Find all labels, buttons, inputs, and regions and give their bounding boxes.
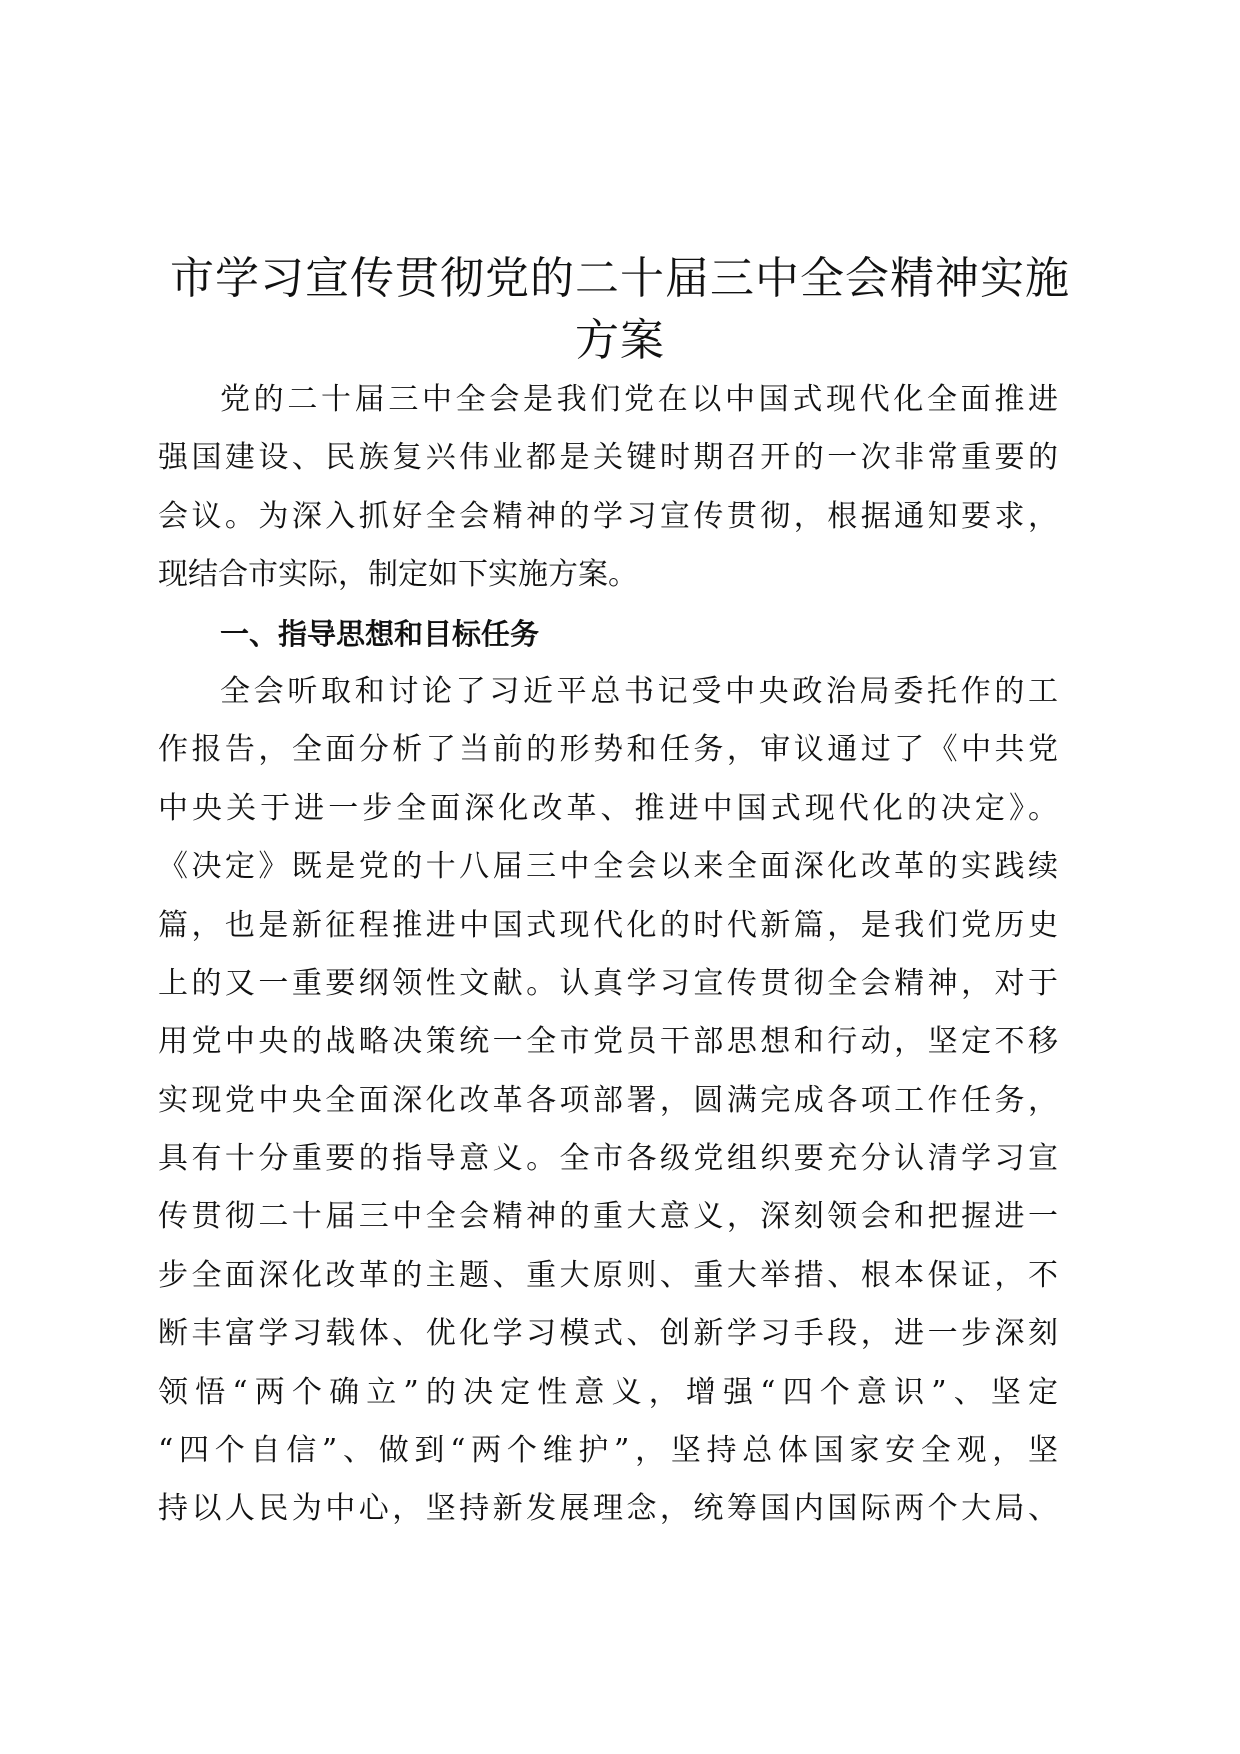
section1-line-9: 具有十分重要的指导意义。全市各级党组织要充分认清学习宣 <box>158 1141 1058 1177</box>
intro-line-2: 强国建设、民族复兴伟业都是关键时期召开的一次非常重要的 <box>158 440 1058 476</box>
section1-line-1: 全会听取和讨论了习近平总书记受中央政治局委托作的工 <box>220 673 1058 709</box>
section1-line-15: 持以人民为中心，坚持新发展理念，统筹国内国际两个大局、 <box>158 1491 1058 1527</box>
intro-paragraph <box>158 371 1058 605</box>
title-line-1: 市学习宣传贯彻党的二十届三中全会精神实施 <box>170 253 1070 304</box>
section-heading-guiding-ideology: 一、指导思想和目标任务 <box>220 616 540 651</box>
section1-line-2: 作报告，全面分析了当前的形势和任务，审议通过了《中共党 <box>158 732 1058 768</box>
intro-line-4: 现结合市实际，制定如下实施方案。 <box>158 557 638 593</box>
section1-line-11: 步全面深化改革的主题、重大原则、重大举措、根本保证，不 <box>158 1257 1058 1293</box>
section1-paragraph <box>158 663 1058 1539</box>
section1-line-4: 《决定》既是党的十八届三中全会以来全面深化改革的实践续 <box>158 849 1058 885</box>
section1-line-6: 上的又一重要纲领性文献。认真学习宣传贯彻全会精神，对于 <box>158 965 1058 1001</box>
section1-line-7: 用党中央的战略决策统一全市党员干部思想和行动，坚定不移 <box>158 1024 1058 1060</box>
section1-line-5: 篇，也是新征程推进中国式现代化的时代新篇，是我们党历史 <box>158 907 1058 943</box>
intro-line-3: 会议。为深入抓好全会精神的学习宣传贯彻，根据通知要求， <box>158 498 1058 534</box>
section1-line-14: “四个自信”、做到“两个维护”，坚持总体国家安全观，坚 <box>158 1433 1058 1469</box>
section1-line-8: 实现党中央全面深化改革各项部署，圆满完成各项工作任务， <box>158 1082 1058 1118</box>
document-body <box>158 371 1058 1539</box>
document-title <box>140 248 1100 372</box>
section1-line-13: 领悟“两个确立”的决定性意义，增强“四个意识”、坚定 <box>158 1374 1058 1410</box>
title-line-2: 方案 <box>575 315 665 366</box>
section1-line-3: 中央关于进一步全面深化改革、推进中国式现代化的决定》。 <box>158 790 1058 826</box>
intro-line-1: 党的二十届三中全会是我们党在以中国式现代化全面推进 <box>220 382 1058 417</box>
section1-line-12: 断丰富学习载体、优化学习模式、创新学习手段，进一步深刻 <box>158 1316 1058 1352</box>
section1-line-10: 传贯彻二十届三中全会精神的重大意义，深刻领会和把握进一 <box>158 1199 1058 1235</box>
